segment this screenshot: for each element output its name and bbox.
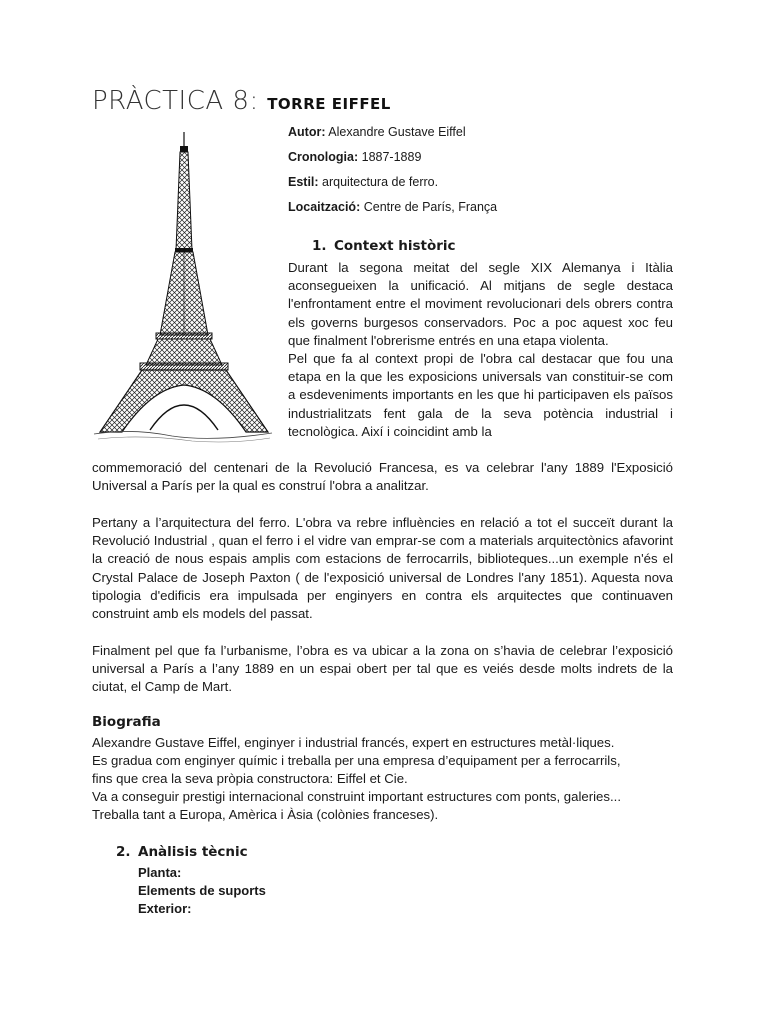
analisis-item-suports: Elements de suports bbox=[138, 883, 266, 898]
meta-autor bbox=[288, 124, 466, 140]
estil-label: Estil: bbox=[288, 175, 319, 189]
biografia-line-5: Treballa tant a Europa, Amèrica i Àsia (colònies franceses). bbox=[92, 807, 439, 822]
ferro-paragraph: Pertany a l’arquitectura del ferro. L'obra va rebre influències en relació a tot el succeït durant la Revolució Industrial , quan el ferro i el vidre van emprar-se com a materials arquitectònics afavorint la creació de nous espais amplis com estacions de ferrocarrils, biblioteques...un exemple n'és el Crystal Palace de Joseph Paxton ( de l'exposició universal de Londres l'any 1851). Aquesta nova tipologia d'edificis era impulsada per enginyers en contra els arquitectes que continuaven construint amb els models del passat. bbox=[92, 515, 673, 622]
estil-value: arquitectura de ferro. bbox=[318, 175, 439, 189]
section-title: Anàlisis tècnic bbox=[138, 844, 248, 860]
ferro-paragraph-block bbox=[92, 514, 673, 623]
meta-localitzacio bbox=[288, 199, 497, 215]
cronologia-label: Cronologia: bbox=[288, 150, 359, 164]
urbanisme-paragraph: Finalment pel que fa l’urbanisme, l’obra es va ubicar a la zona on s’havia de celebrar l’exposició universal a París a l’any 1889 en un espai obert per tal que es veiés desde molts indrets de la ciutat, el Camp de Mart. bbox=[92, 643, 673, 695]
autor-label: Autor: bbox=[288, 125, 326, 139]
page-title bbox=[92, 86, 391, 116]
analisis-item-planta: Planta: bbox=[138, 865, 182, 880]
section-number: 1. bbox=[312, 238, 327, 254]
urbanisme-paragraph-block bbox=[92, 642, 673, 697]
section-title: Context històric bbox=[334, 238, 456, 254]
biografia-line-3: fins que crea la seva pròpia constructora: Eiffel et Cie. bbox=[92, 771, 408, 786]
context-paragraph-2-end: commemoració del centenari de la Revolució Francesa, es va celebrar l'any 1889 l'Exposició Universal a París per la qual es construí l'obra a analitzar. bbox=[92, 460, 673, 494]
meta-cronologia bbox=[288, 149, 421, 165]
practice-subtitle: TORRE EIFFEL bbox=[267, 95, 391, 113]
practice-title: PRÀCTICA 8: bbox=[92, 86, 259, 116]
context-paragraph-2-start: Pel que fa al context propi de l'obra cal destacar que fou una etapa en la que les exposicions universals van constituir-se com a esdeveniments importants en les que hi participaven els països industrialitzats fent gala de la seva potència industrial i tecnològica. Així i coincidint amb la bbox=[288, 351, 673, 439]
context-paragraph-2-end-block bbox=[92, 459, 673, 495]
context-paragraph-1: Durant la segona meitat del segle XIX Alemanya i Itàlia aconsegueixen la unificació. Al mitjans de segle destaca l'enfrontament entre el moviment revolucionari dels obrers contra els governs burgesos conservadors. Poc a poc aquest xoc feu que finalment l'obrerisme entrés en una etapa violenta. bbox=[288, 260, 673, 348]
meta-estil bbox=[288, 174, 438, 190]
biografia-line-1: Alexandre Gustave Eiffel, enginyer i industrial francés, expert en estructures metàl·liques. bbox=[92, 735, 615, 750]
biografia-line-2: Es gradua com enginyer químic i treballa per una empresa d’equipament per a ferrocarrils, bbox=[92, 753, 621, 768]
eiffel-tower-illustration bbox=[92, 130, 277, 445]
section-number: 2. bbox=[116, 844, 131, 860]
analisis-item-exterior: Exterior: bbox=[138, 901, 192, 916]
autor-value: Alexandre Gustave Eiffel bbox=[325, 125, 466, 139]
localitzacio-label: Locaització: bbox=[288, 200, 361, 214]
cronologia-value: 1887-1889 bbox=[358, 150, 422, 164]
biografia-line-4: Va a conseguir prestigi internacional construint important estructures com ponts, galeries... bbox=[92, 789, 621, 804]
section-heading-analisis bbox=[116, 844, 248, 860]
section-heading-context bbox=[312, 238, 456, 254]
context-wrapped-text bbox=[288, 259, 673, 441]
localitzacio-value: Centre de París, França bbox=[360, 200, 498, 214]
biografia-heading: Biografia bbox=[92, 714, 161, 730]
